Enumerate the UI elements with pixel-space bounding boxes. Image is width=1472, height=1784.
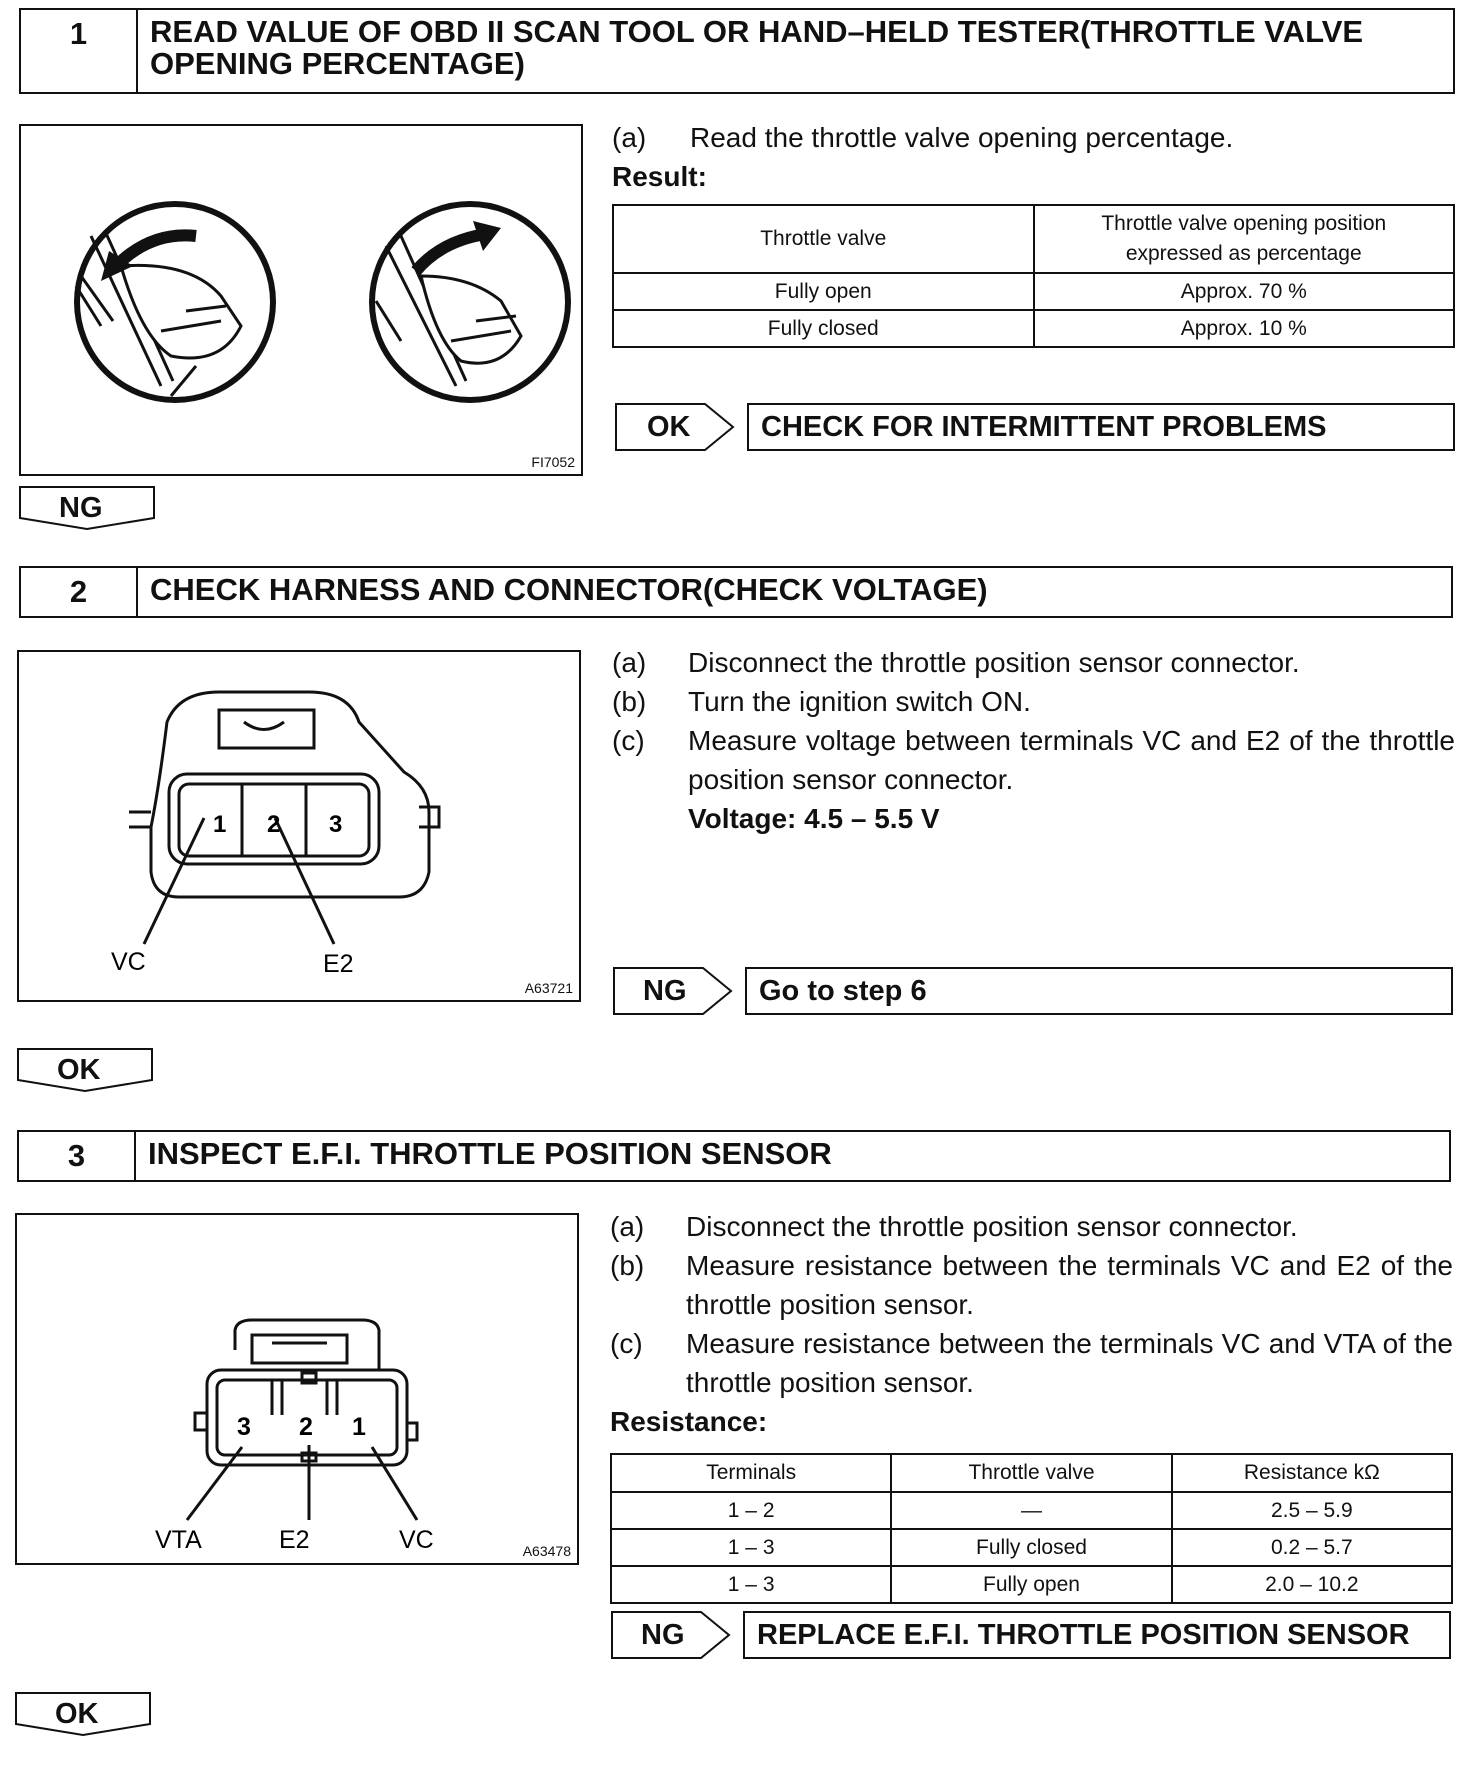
step-1-ok-branch [615,403,1455,451]
branch-tag-label: NG [641,1619,685,1651]
table-header: Throttle valve opening position expressed as percentage [1034,205,1455,273]
table-cell: Approx. 10 % [1034,310,1455,347]
step-2-header [19,566,1453,618]
instruction-label: (a) [612,122,647,153]
instruction-item [612,721,1455,799]
instruction-item [610,1246,1453,1324]
step-3-ok-down-tag [15,1692,151,1736]
step-number: 1 [21,10,138,92]
connector-illustration [19,652,579,1000]
e2-label: E2 [323,950,354,978]
vta-label: VTA [155,1526,202,1554]
sensor-connector-illustration [17,1215,577,1563]
instruction-text: Measure resistance between the terminals VC and VTA of the throttle position sensor. [686,1328,1453,1398]
step-2-ng-branch [613,967,1453,1015]
branch-tag [613,967,737,1015]
instruction-item [612,682,1455,721]
instruction-label: (a) [612,647,647,678]
pin-1-label: 1 [352,1413,366,1441]
instruction-text: Disconnect the throttle position sensor connector. [688,647,1300,678]
branch-tag [611,1611,735,1659]
instruction-item [612,118,1455,157]
table-cell: Fully open [891,1566,1171,1603]
accelerator-pedal-illustration [21,126,581,474]
table-cell: 1 – 2 [611,1492,891,1529]
instruction-item [610,1324,1453,1402]
step-2-instructions [612,643,1455,838]
pin-3-label: 3 [329,811,343,838]
figure-code: A63721 [524,980,573,996]
table-cell: 2.0 – 10.2 [1172,1566,1452,1603]
step-2-figure [17,650,581,1002]
vc-label: VC [111,948,146,976]
table-cell: 0.2 – 5.7 [1172,1529,1452,1566]
spec-row [612,799,1455,838]
branch-tag [615,403,739,451]
table-cell: Fully closed [613,310,1034,347]
instruction-text: Measure voltage between terminals VC and E2 of the throttle position sensor connector. [688,725,1455,795]
step-title: READ VALUE OF OBD II SCAN TOOL OR HAND–HELD TESTER(THROTTLE VALVE OPENING PERCENTAGE) [150,14,1364,81]
down-tag-label: OK [55,1698,99,1730]
vc-label: VC [399,1526,434,1554]
step-1-result-table [612,204,1455,348]
figure-code: FI7052 [531,454,575,470]
table-cell: 1 – 3 [611,1566,891,1603]
table-cell: Approx. 70 % [1034,273,1455,310]
instruction-text: Measure resistance between the terminals VC and E2 of the throttle position sensor. [686,1250,1453,1320]
table-header: Terminals [611,1454,891,1492]
instruction-text: Read the throttle valve opening percentage. [690,122,1234,153]
step-1-figure [19,124,583,476]
branch-action: Go to step 6 [745,967,1453,1015]
branch-tag-label: OK [647,411,691,443]
step-2-ok-down-tag [17,1048,153,1092]
instruction-label: (b) [612,686,647,717]
branch-tag-label: NG [643,975,687,1007]
step-number: 2 [21,568,138,616]
instruction-text: Turn the ignition switch ON. [688,686,1031,717]
table-cell: — [891,1492,1171,1529]
instruction-text: Disconnect the throttle position sensor connector. [686,1211,1298,1242]
pin-3-label: 3 [237,1413,251,1441]
step-3-header [17,1130,1451,1182]
step-3-resistance-table [610,1453,1453,1604]
result-label: Resistance: [610,1406,768,1437]
branch-action: REPLACE E.F.I. THROTTLE POSITION SENSOR [743,1611,1451,1659]
voltage-spec: Voltage: 4.5 – 5.5 V [688,803,940,834]
table-header: Throttle valve [891,1454,1171,1492]
pin-2-label: 2 [267,811,281,838]
table-cell: Fully closed [891,1529,1171,1566]
step-1-header [19,8,1455,94]
instruction-label: (c) [612,725,645,756]
table-cell: 2.5 – 5.9 [1172,1492,1452,1529]
instruction-label: (a) [610,1211,645,1242]
instruction-item [610,1207,1453,1246]
instruction-label: (b) [610,1250,645,1281]
step-title: INSPECT E.F.I. THROTTLE POSITION SENSOR [148,1136,832,1171]
table-cell: 1 – 3 [611,1529,891,1566]
table-header: Resistance kΩ [1172,1454,1452,1492]
instruction-label: (c) [610,1328,643,1359]
step-3-figure [15,1213,579,1565]
branch-action: CHECK FOR INTERMITTENT PROBLEMS [747,403,1455,451]
step-1-instructions [612,118,1455,196]
table-cell: Fully open [613,273,1034,310]
pin-1-label: 1 [213,811,227,838]
step-title: CHECK HARNESS AND CONNECTOR(CHECK VOLTAGE) [150,572,988,607]
down-tag-label: NG [59,492,103,524]
figure-code: A63478 [522,1543,571,1559]
pin-2-label: 2 [299,1413,313,1441]
step-number: 3 [19,1132,136,1180]
step-1-ng-down-tag [19,486,155,530]
down-tag-label: OK [57,1054,101,1086]
result-label: Result: [612,161,707,192]
instruction-item [612,643,1455,682]
e2-label: E2 [279,1526,310,1554]
table-header: Throttle valve [613,205,1034,273]
step-3-ng-branch [611,1611,1451,1659]
step-3-instructions [610,1207,1453,1441]
